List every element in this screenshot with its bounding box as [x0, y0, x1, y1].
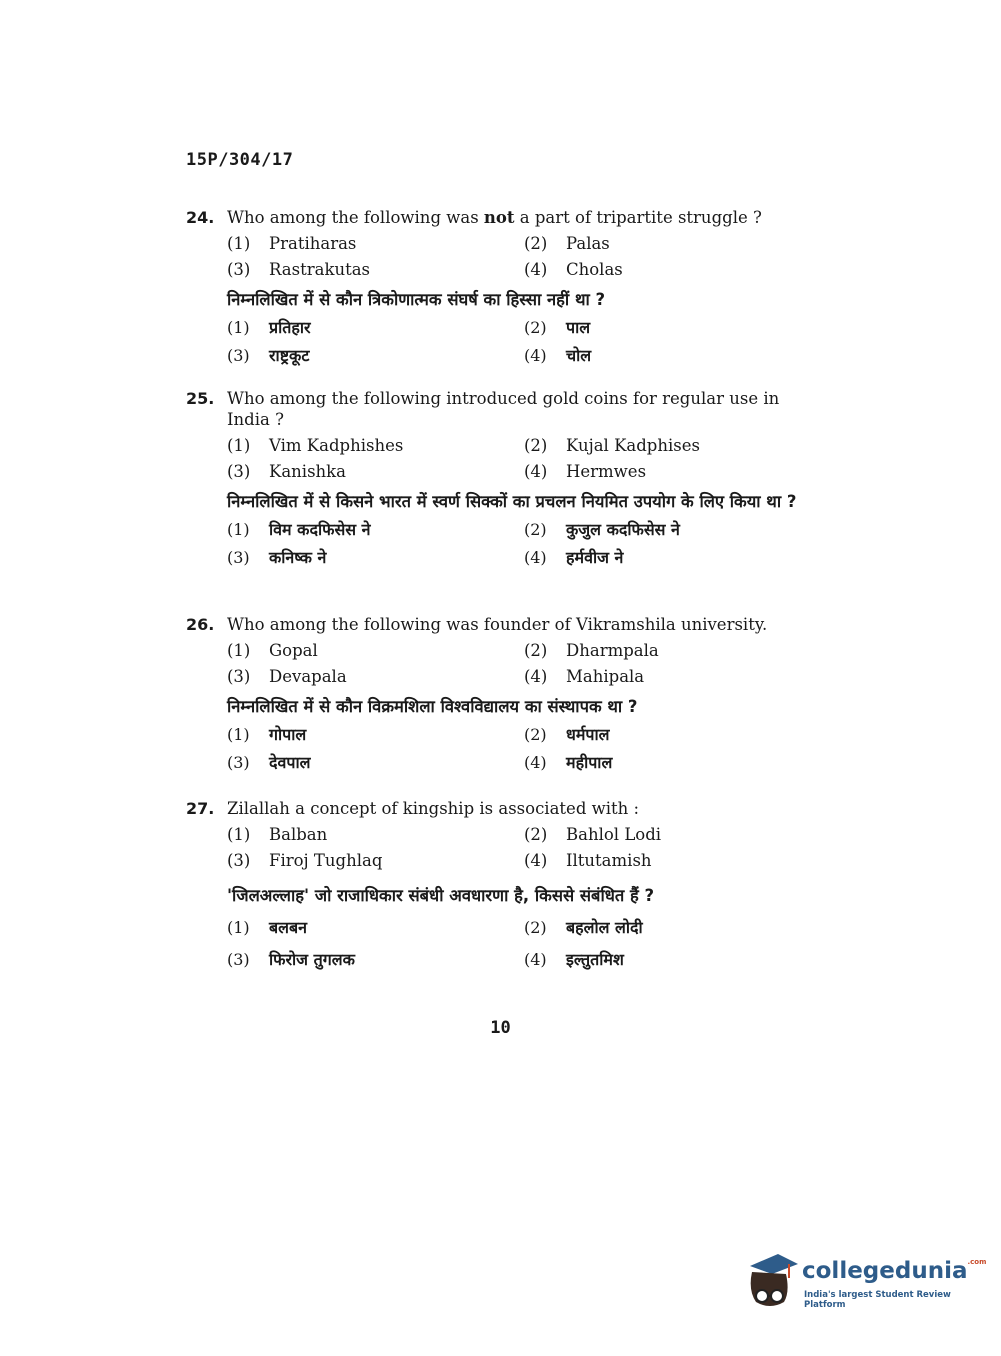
options-hindi — [227, 519, 818, 569]
brand-name: collegedunia$^{.com}$ — [802, 1258, 987, 1284]
option-2: (2) Kujal Kadphises — [524, 436, 700, 455]
question-text-hindi: निम्नलिखित में से किसने भारत में स्वर्ण सिक्कों का प्रचलन नियमित उपयोग के लिए किया था ? — [227, 492, 797, 511]
question-26 — [186, 614, 818, 774]
page-number: 10 — [490, 1018, 511, 1038]
mascot-icon — [744, 1252, 800, 1310]
option-2-hindi: (2) कुजुल कदफिसेस ने — [524, 520, 680, 539]
option-1: (1) Vim Kadphishes — [227, 436, 404, 455]
brand-tagline: India's largest Student Review Platform — [804, 1290, 951, 1310]
question-text-hindi: 'जिलअल्लाह' जो राजाधिकार संबंधी अवधारणा है, किससे संबंधित हैं ? — [227, 886, 655, 905]
option-3-hindi: (3) कनिष्क ने — [227, 548, 327, 567]
option-1-hindi: (1) बलबन — [227, 918, 308, 937]
option-1-hindi: (1) गोपाल — [227, 725, 307, 744]
option-2-hindi: (2) पाल — [524, 318, 591, 337]
options-english — [227, 435, 818, 482]
option-3: (3) Kanishka — [227, 462, 346, 481]
option-1-hindi: (1) विम कदफिसेस ने — [227, 520, 371, 539]
option-3-hindi: (3) राष्ट्रकूट — [227, 346, 310, 365]
option-3-hindi: (3) फिरोज तुगलक — [227, 950, 355, 969]
question-text: Who among the following was founder of Vikramshila university. — [227, 615, 768, 634]
option-3: (3) Firoj Tughlaq — [227, 851, 383, 870]
option-2-hindi: (2) धर्मपाल — [524, 725, 610, 744]
paper-code: 15P/304/17 — [186, 150, 294, 170]
option-4: (4) Hermwes — [524, 462, 647, 481]
question-number: 27. — [186, 799, 215, 818]
option-2-hindi: (2) बहलोल लोदी — [524, 918, 643, 937]
question-24 — [186, 207, 818, 367]
option-1: (1) Balban — [227, 825, 328, 844]
options-hindi — [227, 917, 818, 971]
question-number: 26. — [186, 615, 215, 634]
option-1: (1) Gopal — [227, 641, 318, 660]
option-4-hindi: (4) चोल — [524, 346, 592, 365]
collegedunia-logo — [744, 1252, 987, 1312]
option-2: (2) Dharmpala — [524, 641, 659, 660]
option-2: (2) Palas — [524, 234, 610, 253]
question-text-hindi: निम्नलिखित में से कौन विक्रमशिला विश्वविद्यालय का संस्थापक था ? — [227, 697, 638, 716]
question-number: 25. — [186, 389, 215, 408]
question-25 — [186, 388, 818, 569]
options-english — [227, 233, 818, 280]
option-4-hindi: (4) इल्तुतमिश — [524, 950, 624, 969]
option-1-hindi: (1) प्रतिहार — [227, 318, 311, 337]
option-3: (3) Rastrakutas — [227, 260, 371, 279]
option-4-hindi: (4) हर्मवीज ने — [524, 548, 624, 567]
question-text: Who among the following introduced gold coins for regular use in India ? — [227, 389, 780, 429]
option-3-hindi: (3) देवपाल — [227, 753, 311, 772]
question-number: 24. — [186, 208, 215, 227]
question-text-hindi: निम्नलिखित में से कौन त्रिकोणात्मक संघर्ष का हिस्सा नहीं था ? — [227, 290, 606, 309]
options-hindi — [227, 724, 818, 774]
option-4: (4) Iltutamish — [524, 851, 652, 870]
question-text: Zilallah a concept of kingship is associated with : — [227, 799, 640, 818]
options-hindi — [227, 317, 818, 367]
question-27 — [186, 798, 818, 971]
options-english — [227, 640, 818, 687]
options-english — [227, 824, 818, 871]
option-1: (1) Pratiharas — [227, 234, 357, 253]
option-3: (3) Devapala — [227, 667, 347, 686]
option-2: (2) Bahlol Lodi — [524, 825, 662, 844]
option-4: (4) Mahipala — [524, 667, 645, 686]
option-4-hindi: (4) महीपाल — [524, 753, 613, 772]
option-4: (4) Cholas — [524, 260, 623, 279]
question-text: Who among the following was not a part of tripartite struggle ? — [227, 208, 762, 227]
